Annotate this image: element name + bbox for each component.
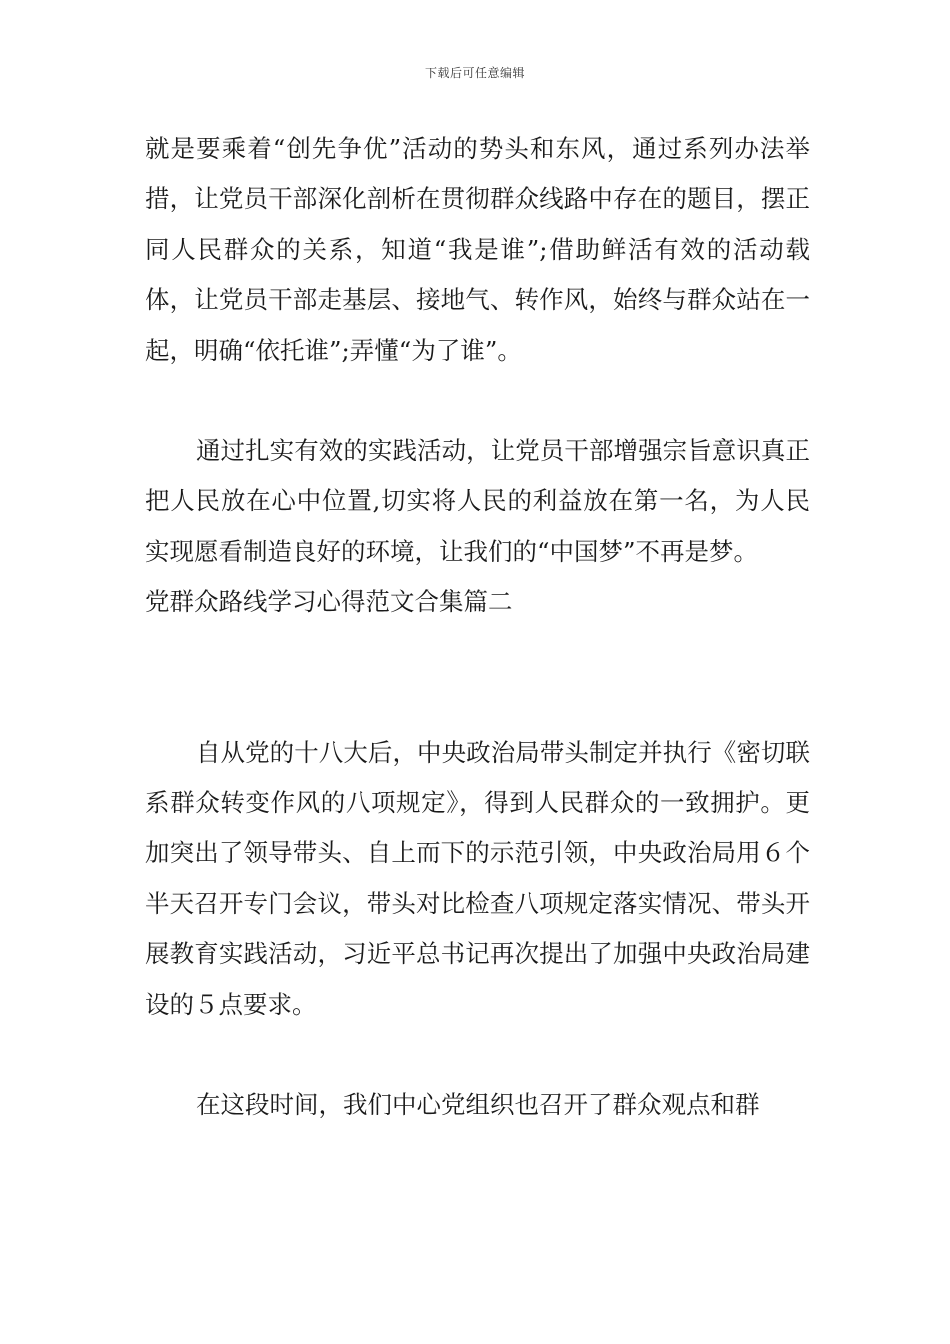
paragraph-continuation: 就是要乘着“创先争优”活动的势头和东风，通过系列办法举措，让党员干部深化剖析在贯彻群众线路中存在的题目，摆正同人民群众的关系，知道“我是谁”;借助鲜活有效的活动载体，让党员干部走基层、接地气、转作风，始终与群众站在一起，明确“依托谁”;弄懂“为了谁”。: [145, 134, 810, 365]
paragraph-party-organization: 在这段时间，我们中心党组织也召开了群众观点和群: [196, 1090, 760, 1120]
section-heading: 党群众路线学习心得范文合集篇二: [145, 587, 513, 617]
paragraph-practice-activities: 通过扎实有效的实践活动，让党员干部增强宗旨意识真正把人民放在心中位置,切实将人民的利益放在第一名，为人民实现愿看制造良好的环境，让我们的“中国梦”不再是梦。: [145, 436, 810, 566]
paragraph-eight-rules: 自从党的十八大后，中央政治局带头制定并执行《密切联系群众转变作风的八项规定》，得到人民群众的一致拥护。更加突出了领导带头、自上而下的示范引领，中央政治局用６个半天召开专门会议，带头对比检查八项规定落实情况、带头开展教育实践活动，习近平总书记再次提出了加强中央政治局建设的５点要求。: [145, 737, 810, 1019]
document-body: [145, 124, 810, 1131]
page-header: 下载后可任意编辑: [424, 66, 525, 80]
